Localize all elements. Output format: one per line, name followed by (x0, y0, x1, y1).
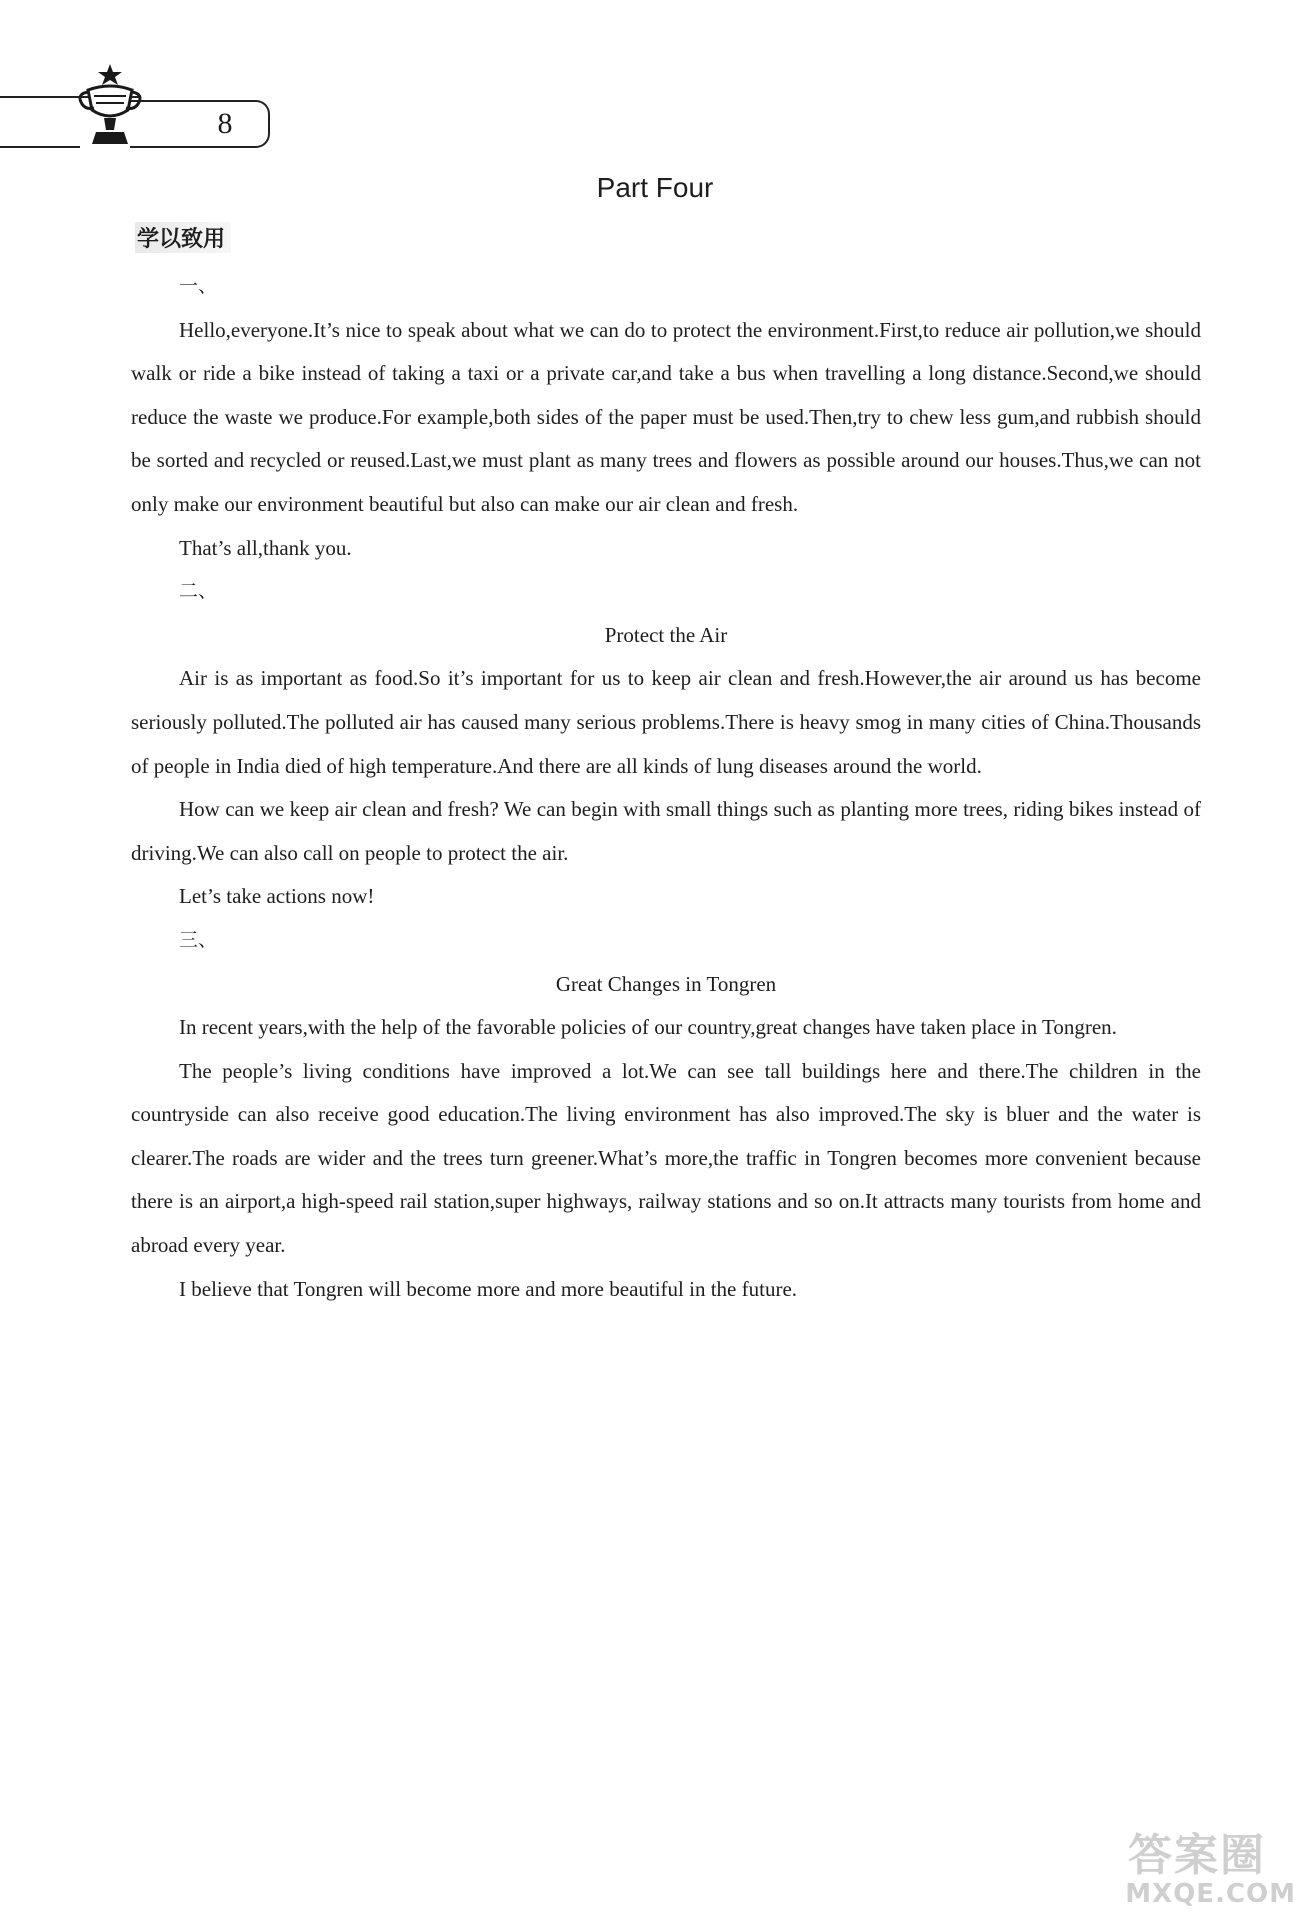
paragraph: The people’s living conditions have improved a lot.We can see tall buildings here and there.The children in the countryside can also receive good education.The living environment has also improved.The sky is bluer and the water is clearer.The roads are wider and the trees turn greener.What’s more,the traffic in Tongren becomes more convenient because there is an airport,a high-speed rail station,super highways, railway stations and so on.It attracts many tourists from home and abroad every year. (131, 1058, 1201, 1258)
watermark-url: MXQE.COM (1125, 1879, 1296, 1909)
paragraph: That’s all,thank you. (179, 535, 352, 560)
section-number: 一、 (179, 275, 218, 297)
paragraph: Air is as important as food.So it’s important for us to keep air clean and fresh.However,the air around us has become seriously polluted.The polluted air has caused many serious problems.There is heavy smog in many cities of China.Thousands of people in India died of high temperature.And there are all kinds of lung diseases around the world. (131, 666, 1201, 778)
watermark (1006, 1819, 1296, 1909)
section-number: 二、 (179, 580, 218, 603)
section-label: 学以致用 (135, 222, 231, 253)
paragraph: Hello,everyone.It’s nice to speak about what we can do to protect the environment.First,to reduce air pollution,we should walk or ride a bike instead of taking a taxi or a private car,and take a bus when travelling a long distance.Second,we should reduce the waste we produce.For example,both sides of the paper must be used.Then,try to chew less gum,and rubbish should be sorted and recycled or reused.Last,we must plant as many trees and flowers as possible around our houses.Thus,we can not only make our environment beautiful but also can make our air clean and fresh. (131, 317, 1201, 516)
trophy-icon (70, 60, 150, 155)
header-rule-bottom (0, 146, 80, 148)
answer-content (131, 275, 1201, 1311)
composition-title: Protect the Air (604, 622, 728, 647)
part-title: Part Four (596, 172, 714, 203)
section-number: 三、 (179, 928, 218, 951)
watermark-text: 答案圈 (1128, 1830, 1266, 1881)
paragraph: Let’s take actions now! (179, 884, 375, 909)
paragraph: I believe that Tongren will become more and more beautiful in the future. (179, 1276, 798, 1301)
paragraph: How can we keep air clean and fresh? We can begin with small things such as planting more trees, riding bikes instead of driving.We can also call on people to protect the air. (131, 797, 1201, 865)
page-number: 8 (217, 107, 233, 140)
composition-title: Great Changes in Tongren (555, 971, 777, 996)
paragraph: In recent years,with the help of the favorable policies of our country,great changes have taken place in Tongren. (179, 1015, 1117, 1040)
page-header (0, 60, 290, 155)
